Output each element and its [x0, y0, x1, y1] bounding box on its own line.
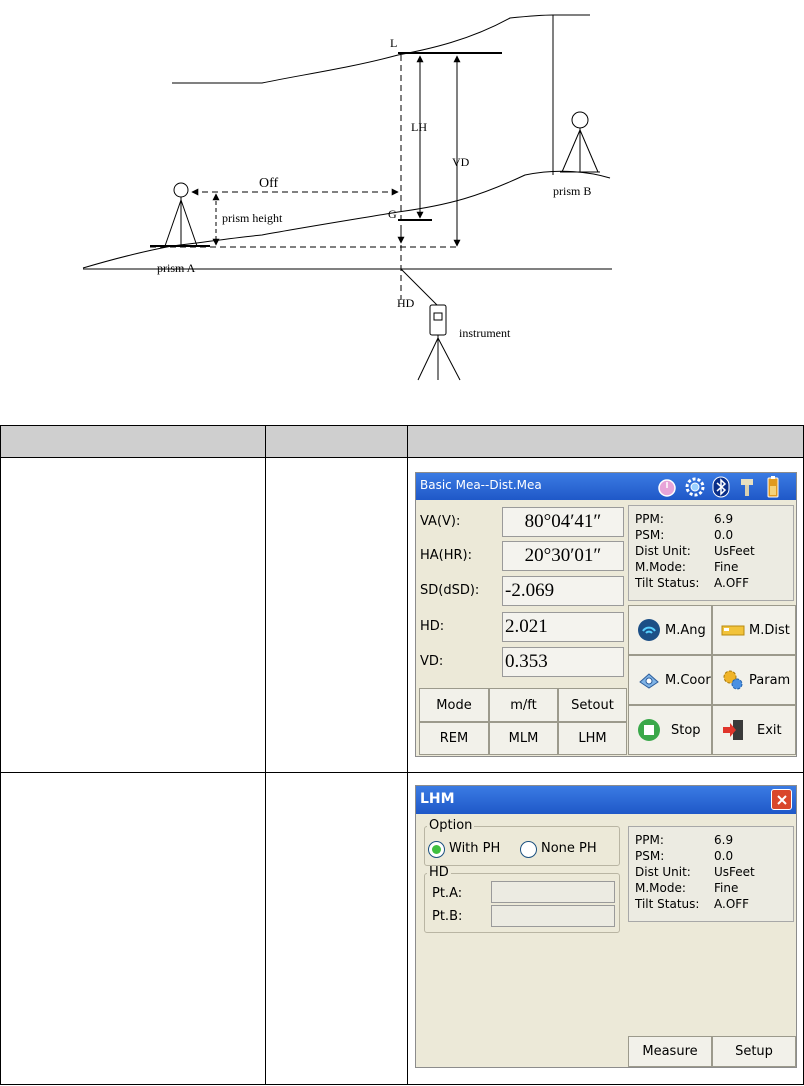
- diagram-label-vd: VD: [452, 155, 470, 169]
- diagram-label-instrument: instrument: [459, 326, 511, 340]
- exit-label: Exit: [757, 722, 782, 738]
- status-info-box: [628, 826, 794, 922]
- lhm-diagram: [0, 0, 804, 400]
- status-info-box: [628, 505, 794, 601]
- screen1-title: Basic Mea--Dist.Mea: [420, 478, 542, 492]
- exit-door-icon: [721, 718, 745, 742]
- diagram-label-lh: LH: [411, 120, 427, 134]
- timer-icon[interactable]: [656, 476, 678, 498]
- stop-button[interactable]: [628, 705, 712, 755]
- sd-value: -2.069: [502, 576, 624, 606]
- stop-icon: [637, 718, 661, 742]
- settings-icon[interactable]: [684, 476, 706, 498]
- pt-b-label: Pt.B:: [432, 909, 463, 924]
- va-label: VA(V):: [420, 514, 461, 529]
- diagram-label-prism-b: prism B: [553, 184, 592, 198]
- hd-group-label: HD: [429, 865, 449, 880]
- ha-value: 20°30′01″: [502, 541, 624, 571]
- vd-value: 0.353: [502, 647, 624, 677]
- none-ph-label[interactable]: None PH: [541, 841, 597, 856]
- screen2-titlebar: [416, 786, 796, 814]
- m-dist-label: M.Dist: [749, 622, 790, 638]
- screen2-title: LHM: [420, 791, 455, 807]
- info-row: PPM: 6.9: [635, 512, 734, 526]
- info-row: Dist Unit: UsFeet: [635, 865, 755, 879]
- diagram-label-off: Off: [259, 176, 279, 191]
- exit-button[interactable]: [712, 705, 796, 755]
- rem-button[interactable]: REM: [419, 722, 489, 755]
- measure-button[interactable]: Measure: [628, 1036, 712, 1067]
- va-value: 80°04′41″: [502, 507, 624, 537]
- basic-measure-screen: [415, 472, 797, 757]
- m-ft-button[interactable]: m/ft: [489, 688, 558, 722]
- close-icon: [776, 794, 788, 806]
- setout-button[interactable]: Setout: [558, 688, 627, 722]
- table-header-row: [0, 425, 804, 457]
- pt-b-field[interactable]: [491, 905, 615, 927]
- m-dist-button[interactable]: [712, 605, 796, 655]
- param-label: Param: [749, 672, 791, 688]
- lhm-button[interactable]: LHM: [558, 722, 627, 755]
- m-coor-label: M.Coor: [665, 672, 711, 688]
- info-row: Tilt Status: A.OFF: [635, 897, 750, 911]
- gear-icon: [721, 668, 745, 692]
- info-row: PSM: 0.0: [635, 528, 734, 542]
- bluetooth-icon[interactable]: [710, 476, 732, 498]
- info-row: M.Mode: Fine: [635, 560, 739, 574]
- measure-distance-icon: [721, 618, 745, 642]
- prism-b-icon: [572, 112, 588, 128]
- hd-value: 2.021: [502, 612, 624, 642]
- hd-label: HD:: [420, 619, 445, 634]
- info-row: PPM: 6.9: [635, 833, 734, 847]
- screen1-titlebar: [416, 473, 796, 500]
- measure-coordinate-icon: [637, 668, 661, 692]
- mode-button[interactable]: Mode: [419, 688, 489, 722]
- ha-label: HA(HR):: [420, 548, 472, 563]
- with-ph-label[interactable]: With PH: [449, 841, 501, 856]
- m-ang-label: M.Ang: [665, 622, 706, 638]
- prism-a-icon: [174, 183, 188, 197]
- info-row: Tilt Status: A.OFF: [635, 576, 750, 590]
- stop-label: Stop: [671, 722, 701, 738]
- m-ang-button[interactable]: [628, 605, 712, 655]
- diagram-label-hd: HD: [397, 296, 415, 310]
- option-group-label: Option: [429, 818, 473, 833]
- info-row: PSM: 0.0: [635, 849, 734, 863]
- with-ph-radio[interactable]: [428, 841, 445, 858]
- signal-icon: [736, 476, 758, 498]
- battery-icon: [762, 476, 784, 498]
- mlm-button[interactable]: MLM: [489, 722, 558, 755]
- lhm-screen: [415, 785, 797, 1068]
- diagram-label-l: L: [390, 36, 398, 50]
- measure-angle-icon: [637, 618, 661, 642]
- none-ph-radio[interactable]: [520, 841, 537, 858]
- pt-a-field[interactable]: [491, 881, 615, 903]
- pt-a-label: Pt.A:: [432, 886, 463, 901]
- diagram-label-g: G: [388, 207, 397, 221]
- lower-terrain-line: [83, 171, 610, 268]
- m-coor-button[interactable]: [628, 655, 712, 705]
- info-row: Dist Unit: UsFeet: [635, 544, 755, 558]
- diagram-label-prism-a: prism A: [157, 261, 196, 275]
- param-button[interactable]: [712, 655, 796, 705]
- upper-terrain-line: [172, 15, 590, 83]
- diagram-label-prism-height: prism height: [222, 211, 283, 225]
- sd-label: SD(dSD):: [420, 583, 480, 598]
- setup-button[interactable]: Setup: [712, 1036, 796, 1067]
- vd-label: VD:: [420, 654, 444, 669]
- close-button[interactable]: [771, 789, 792, 810]
- info-row: M.Mode: Fine: [635, 881, 739, 895]
